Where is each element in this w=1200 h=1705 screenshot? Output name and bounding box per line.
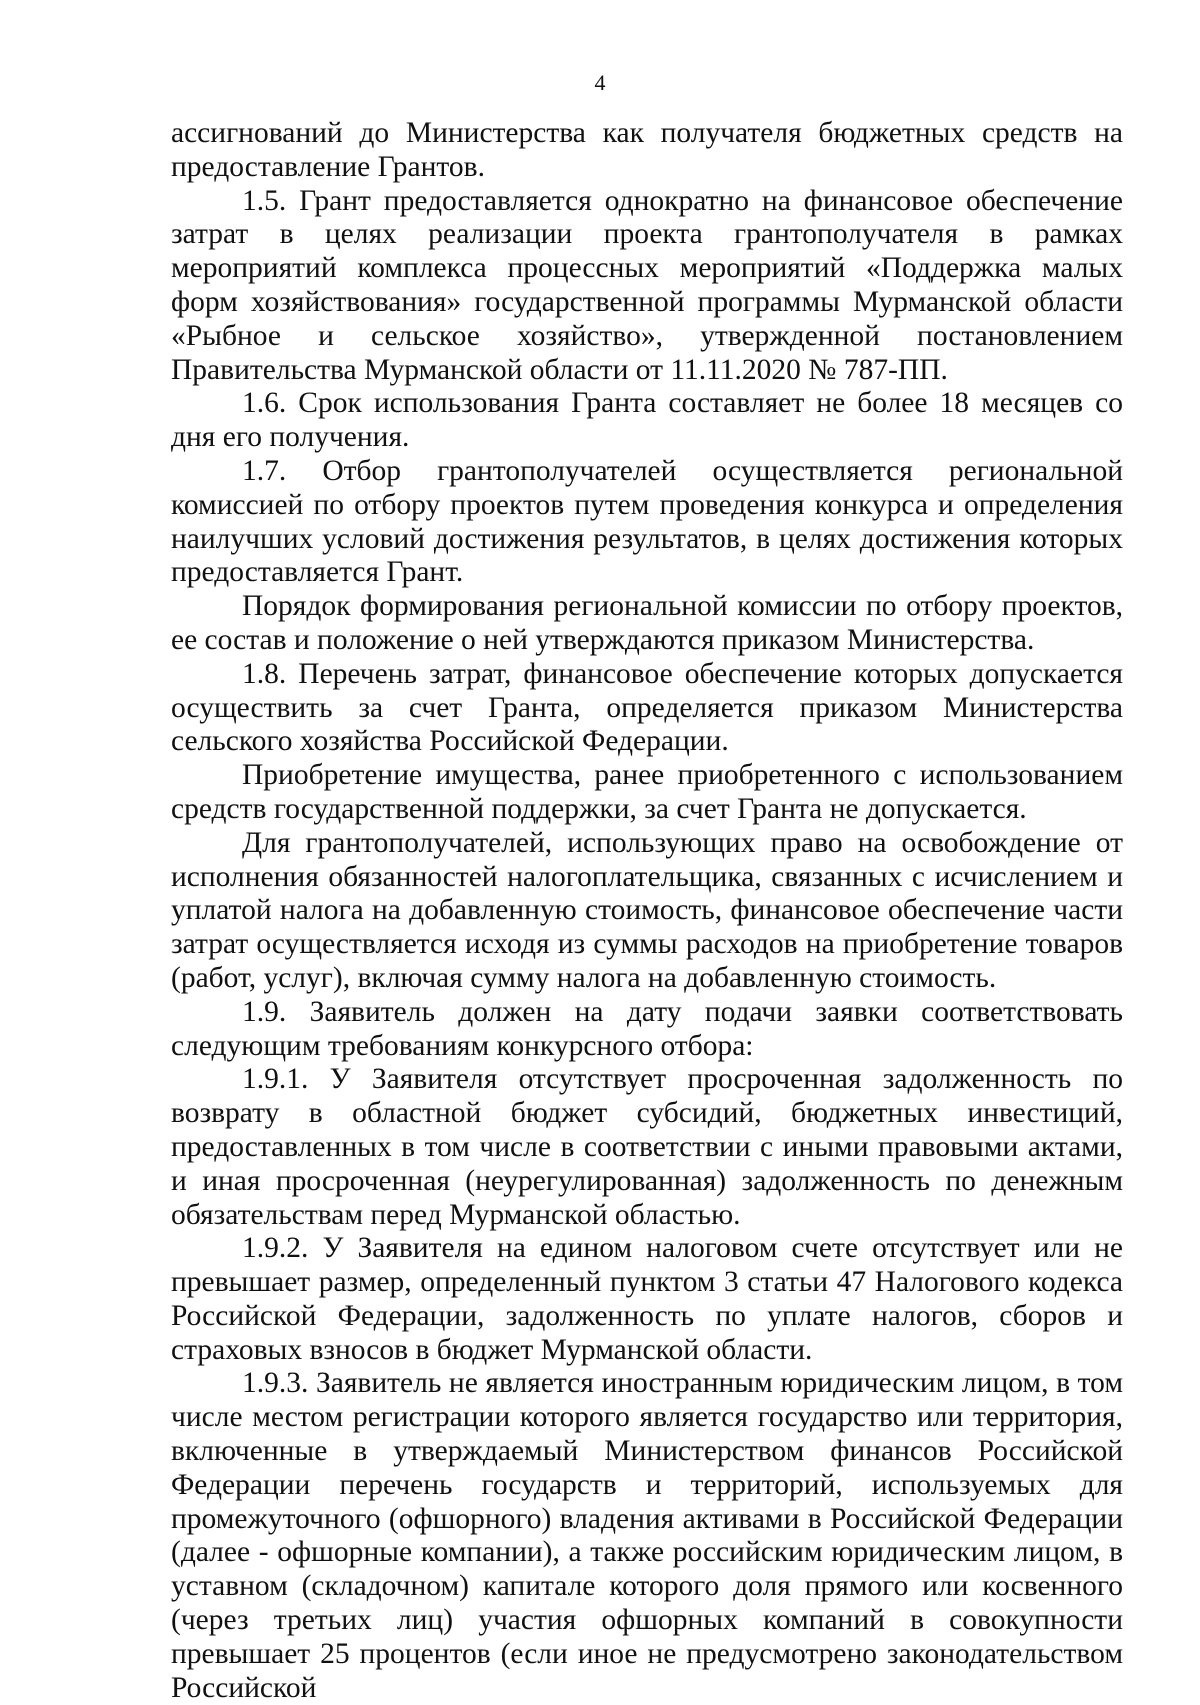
paragraph: 1.7. Отбор грантополучателей осуществляется региональной комиссией по отбору проектов путем проведения конкурса и определения наилучших условий достижения результатов, в целях достижения которых предоставляется Грант. — [171, 454, 1123, 589]
page-number: 4 — [594, 70, 606, 95]
paragraph: 1.8. Перечень затрат, финансовое обеспечение которых допускается осуществить за счет Гранта, определяется приказом Министерства сельского хозяйства Российской Федерации. — [171, 657, 1123, 758]
paragraph: Для грантополучателей, использующих право на освобождение от исполнения обязанностей налогоплательщика, связанных с исчислением и уплатой налога на добавленную стоимость, финансовое обеспечение части затрат осуществляется исходя из суммы расходов на приобретение товаров (работ, услуг), включая сумму налога на добавленную стоимость. — [171, 826, 1123, 994]
paragraph: Приобретение имущества, ранее приобретенного с использованием средств государственной поддержки, за счет Гранта не допускается. — [171, 759, 1123, 825]
paragraph: 1.9. Заявитель должен на дату подачи заявки соответствовать следующим требованиям конкурсного отбора: — [171, 995, 1123, 1062]
paragraph: Порядок формирования региональной комиссии по отбору проектов, ее состав и положение о ней утверждаются приказом Министерства. — [171, 590, 1123, 656]
paragraph: 1.5. Грант предоставляется однократно на финансовое обеспечение затрат в целях реализации проекта грантополучателя в рамках мероприятий комплекса процессных мероприятий «Поддержка малых форм хозяйствования» государственной программы Мурманской области «Рыбное и сельское хозяйство», утвержденной постановлением Правительства Мурманской области от 11.11.2020 № 787-ПП. — [171, 184, 1123, 386]
paragraph: 1.9.2. У Заявителя на едином налоговом счете отсутствует или не превышает размер, определенный пунктом 3 статьи 47 Налогового кодекса Российской Федерации, задолженность по уплате налогов, сборов и страховых взносов в бюджет Мурманской области. — [171, 1232, 1123, 1366]
paragraph: 1.9.1. У Заявителя отсутствует просроченная задолженность по возврату в областной бюджет субсидий, бюджетных инвестиций, предоставленных в том числе в соответствии с иными правовыми актами, и иная просроченная (неурегулированная) задолженность по денежным обязательствам перед Мурманской областью. — [171, 1063, 1123, 1231]
paragraph: 1.6. Срок использования Гранта составляет не более 18 месяцев со дня его получения. — [171, 387, 1123, 454]
document-body — [171, 117, 1123, 1705]
paragraph: 1.9.3. Заявитель не является иностранным юридическим лицом, в том числе местом регистрации которого является государство или территория, включенные в утверждаемый Министерством финансов Российской Федерации перечень государств и территорий, используемых для промежуточного (офшорного) владения активами в Российской Федерации (далее - офшорные компании), а также российским юридическим лицом, в уставном (складочном) капитале которого доля прямого или косвенного (через третьих лиц) участия офшорных компаний в совокупности превышает 25 процентов (если иное не предусмотрено законодательством Российской — [171, 1367, 1123, 1704]
paragraph: ассигнований до Министерства как получателя бюджетных средств на предоставление Грантов. — [171, 117, 1123, 183]
